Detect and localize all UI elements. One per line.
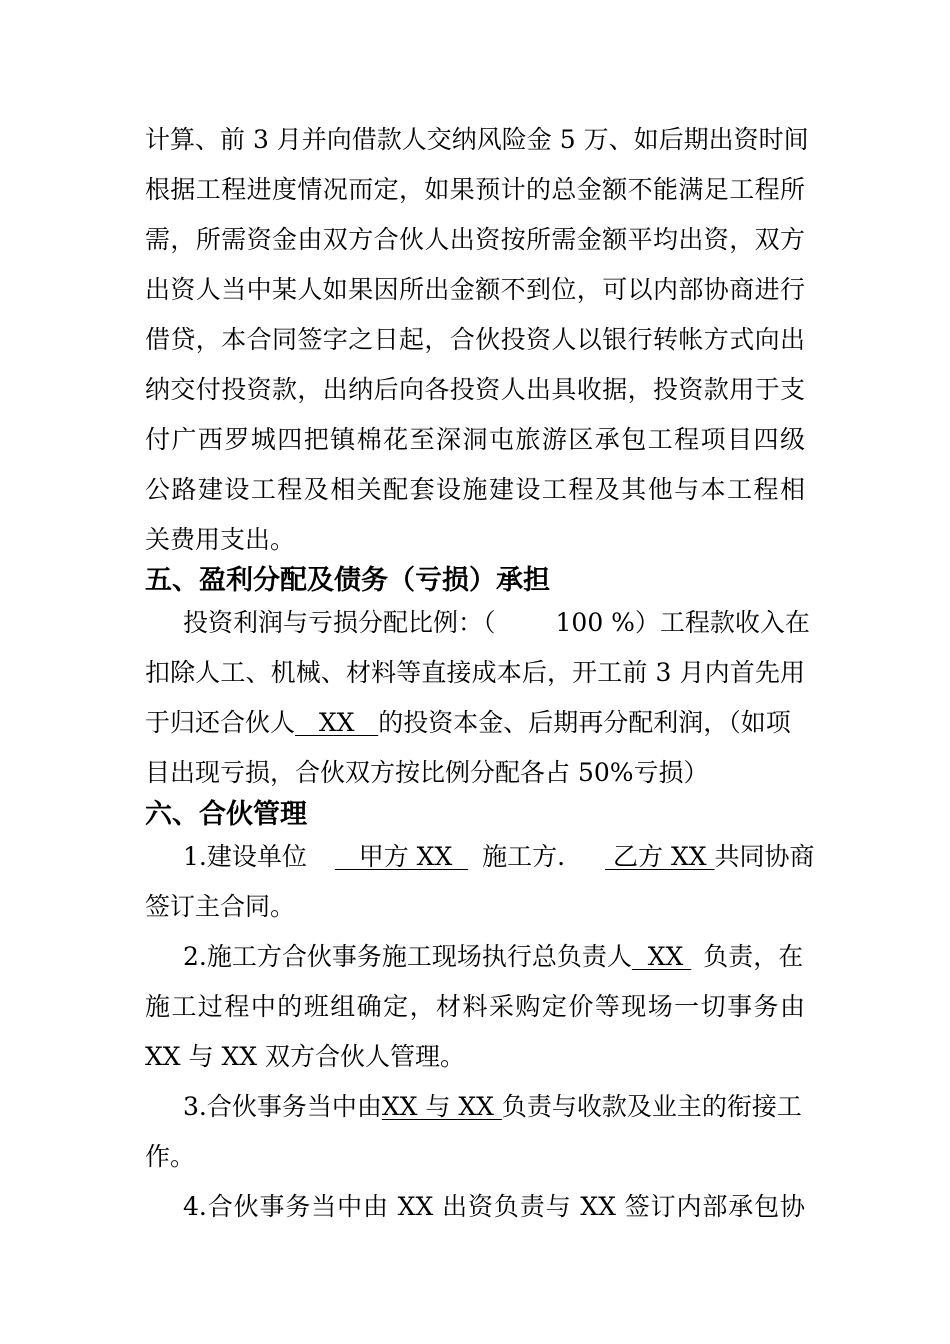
underlined-field: XX [295, 708, 379, 737]
body-line: 借贷，本合同签字之日起，合伙投资人以银行转帐方式向出 [145, 325, 805, 354]
body-line [183, 840, 815, 874]
body-line [183, 1090, 805, 1124]
section-heading: 六、合伙管理 [145, 799, 307, 830]
text-span: 于归还合伙人 [145, 708, 296, 737]
body-line [145, 706, 805, 740]
body-line: 纳交付投资款，出纳后向各投资人出具收据，投资款用于支 [145, 375, 805, 404]
section-heading: 五、盈利分配及债务（亏损）承担 [145, 565, 550, 596]
text-span: 的投资本金、后期再分配利润，（如项 [378, 708, 791, 737]
text-span: 100 %）工程款收入在 [555, 608, 810, 637]
text-span: 1.建设单位 [183, 842, 307, 871]
text-span: 2.施工方合伙事务施工现场执行总负责人 [183, 942, 632, 971]
body-line: 公路建设工程及相关配套设施建设工程及其他与本工程相 [145, 475, 805, 504]
body-line: 目出现亏损，合伙双方按比例分配各占 50%亏损） [145, 758, 709, 787]
text-span: 负责，在 [703, 942, 804, 971]
body-line: 签订主合同。 [145, 892, 296, 921]
underlined-field: XX [631, 942, 692, 971]
underlined-field: XX 与 XX [381, 1092, 502, 1121]
body-line: 付广西罗城四把镇棉花至深洞屯旅游区承包工程项目四级 [145, 425, 805, 454]
body-line: 扣除人工、机械、材料等直接成本后，开工前 3 月内首先用 [145, 658, 805, 687]
text-span: 共同协商 [714, 842, 815, 871]
body-line: 需，所需资金由双方合伙人出资按所需金额平均出资，双方 [145, 225, 805, 254]
body-line: 施工过程中的班组确定，材料采购定价等现场一切事务由 [145, 992, 805, 1021]
body-line: XX 与 XX 双方合伙人管理。 [145, 1042, 466, 1071]
body-line: 关费用支出。 [145, 525, 296, 554]
body-line: 计算、前 3 月并向借款人交纳风险金 5 万、如后期出资时间 [145, 125, 809, 154]
underlined-field: 乙方 XX [605, 842, 715, 871]
body-line: 出资人当中某人如果因所出金额不到位，可以内部协商进行 [145, 275, 805, 304]
body-line: 作。 [145, 1142, 196, 1171]
body-line [183, 606, 810, 640]
text-span: 投资利润与亏损分配比例：（ [183, 608, 496, 637]
text-span: 施工方. [482, 842, 566, 871]
body-line: 4.合伙事务当中由 XX 出资负责与 XX 签订内部承包协 [183, 1192, 805, 1221]
body-line: 根据工程进度情况而定，如果预计的总金额不能满足工程所 [145, 175, 805, 204]
text-span: 负责与收款及业主的衔接工 [501, 1092, 802, 1121]
body-line [183, 940, 805, 974]
underlined-field: 甲方 XX [334, 842, 469, 871]
text-span: 3.合伙事务当中由 [183, 1092, 382, 1121]
